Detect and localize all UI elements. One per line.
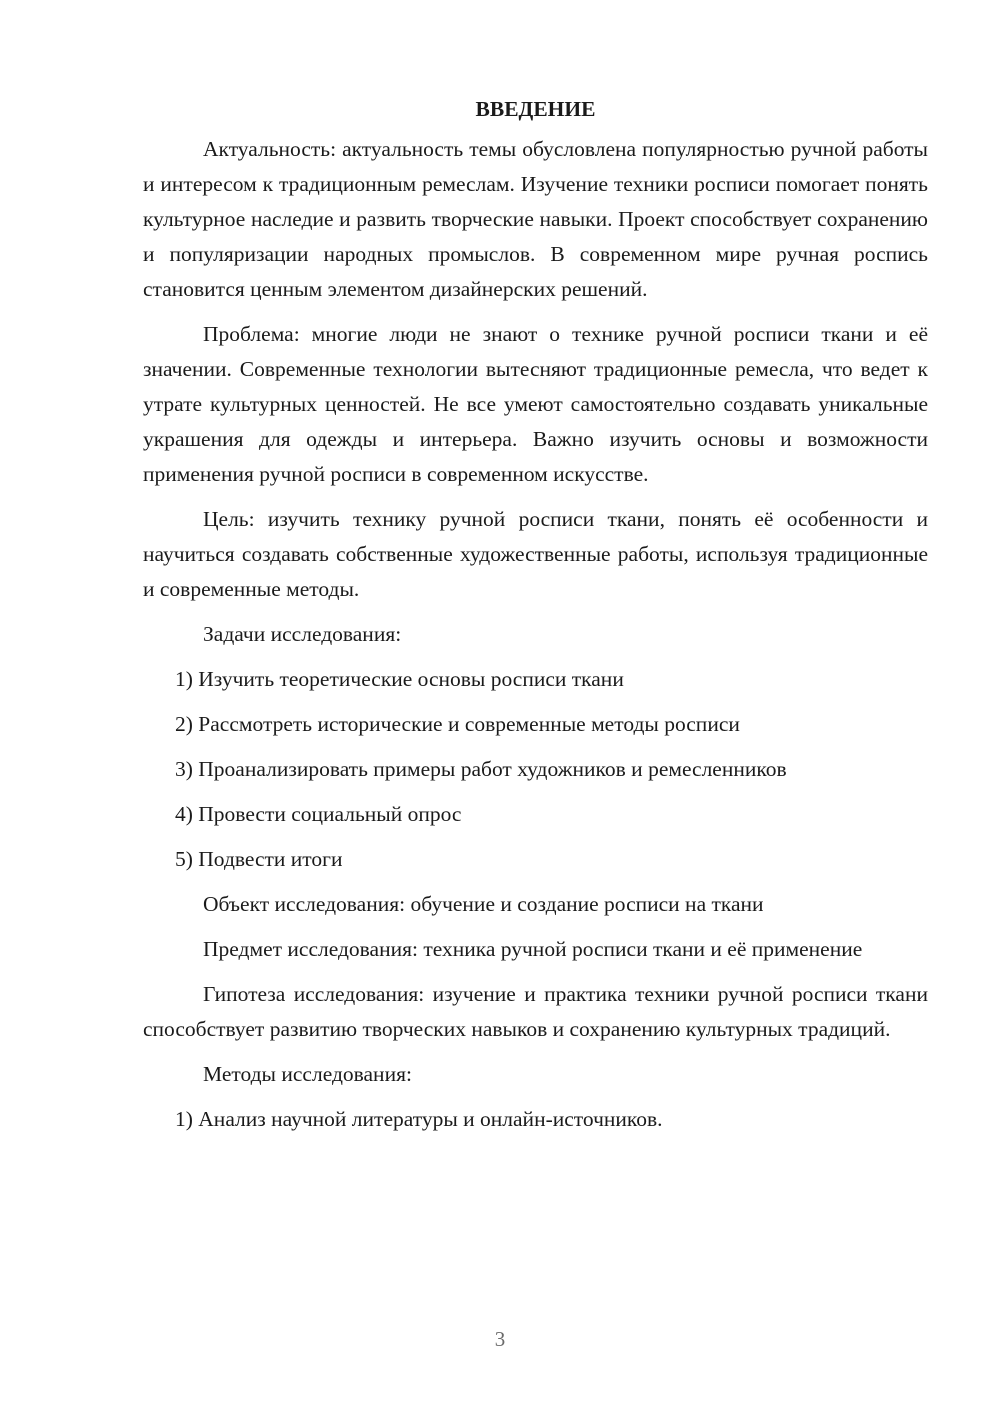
method-item-1: 1) Анализ научной литературы и онлайн-источников. xyxy=(175,1107,663,1131)
task-item-5: 5) Подвести итоги xyxy=(175,847,343,871)
relevance-paragraph: Актуальность: актуальность темы обусловлена популярностью ручной работы и интересом к традиционным ремеслам. Изучение техники росписи помогает понять культурное наследие и развить творческие навыки. Проект способствует сохранению и популяризации народных промыслов. В современном мире ручная роспись становится ценным элементом дизайнерских решений. xyxy=(143,137,928,301)
task-item-3: 3) Проанализировать примеры работ художников и ремесленников xyxy=(175,757,787,781)
page-number: 3 xyxy=(494,1327,506,1351)
page-title: ВВЕДЕНИЕ xyxy=(475,97,596,121)
document-page xyxy=(143,92,928,1147)
task-item-1: 1) Изучить теоретические основы росписи ткани xyxy=(175,667,624,691)
tasks-title: Задачи исследования: xyxy=(203,622,402,646)
research-subject: Предмет исследования: техника ручной росписи ткани и её применение xyxy=(203,937,863,961)
research-object: Объект исследования: обучение и создание росписи на ткани xyxy=(203,892,764,916)
task-item-4: 4) Провести социальный опрос xyxy=(175,802,462,826)
research-hypothesis: Гипотеза исследования: изучение и практика техники ручной росписи ткани способствует развитию творческих навыков и сохранению культурных традиций. xyxy=(143,982,928,1041)
task-item-2: 2) Рассмотреть исторические и современные методы росписи xyxy=(175,712,740,736)
goal-paragraph: Цель: изучить технику ручной росписи ткани, понять её особенности и научиться создавать собственные художественные работы, используя традиционные и современные методы. xyxy=(143,507,928,601)
problem-paragraph: Проблема: многие люди не знают о технике ручной росписи ткани и её значении. Современные технологии вытесняют традиционные ремесла, что ведет к утрате культурных ценностей. Не все умеют самостоятельно создавать уникальные украшения для одежды и интерьера. Важно изучить основы и возможности применения ручной росписи в современном искусстве. xyxy=(143,322,928,486)
methods-title: Методы исследования: xyxy=(203,1062,412,1086)
